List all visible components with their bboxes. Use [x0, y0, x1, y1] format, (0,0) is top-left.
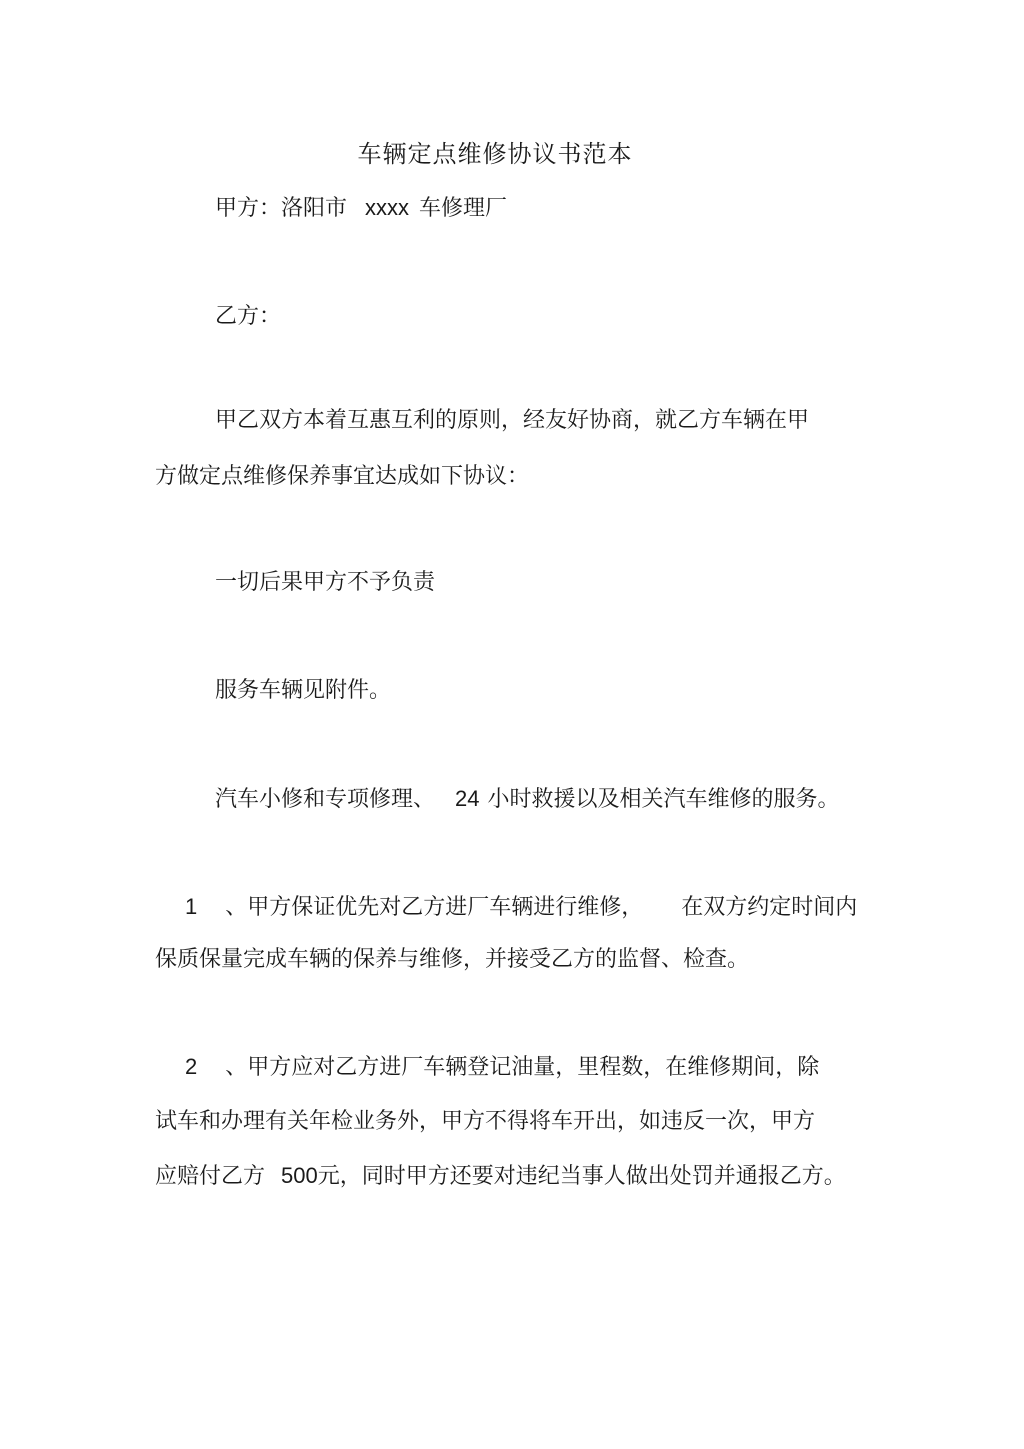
item-2-amount: 500: [281, 1163, 318, 1188]
service-part-2: 小时救援以及相关汽车维修的服务。: [487, 787, 840, 812]
clause-vehicles: 服务车辆见附件。: [215, 678, 392, 703]
service-hours: 24: [455, 786, 480, 811]
service-part-1: 汽车小修和专项修理、: [215, 787, 436, 812]
document-title: 车辆定点维修协议书范本: [357, 140, 633, 168]
intro-line-2: 方做定点维修保养事宜达成如下协议：: [155, 464, 530, 489]
item-2-text-b: 元，同时甲方还要对违纪当事人做出处罚并通报乙方。: [317, 1164, 846, 1189]
item-1-line-2: 保质保量完成车辆的保养与维修，并接受乙方的监督、检查。: [155, 947, 750, 972]
item-1-text-a: 、甲方保证优先对乙方进厂车辆进行维修，: [225, 895, 644, 920]
item-2-line-2: 试车和办理有关年检业务外，甲方不得将车开出，如违反一次，甲方: [155, 1109, 816, 1134]
item-2-number: 2: [185, 1054, 198, 1079]
party-b-line: 乙方：: [215, 304, 282, 329]
item-2-line-1: [185, 1052, 819, 1083]
item-1-line-1: [185, 892, 857, 923]
clause-liability: 一切后果甲方不予负责: [215, 570, 436, 595]
item-1-text-b: 在双方约定时间内: [681, 895, 858, 920]
item-2-line-3: [155, 1161, 846, 1192]
intro-line-1: 甲乙双方本着互惠互利的原则，经友好协商，就乙方车辆在甲: [215, 408, 810, 433]
item-2-text-a: 应赔付乙方: [155, 1164, 266, 1189]
item-1-number: 1: [185, 894, 198, 919]
party-a-blank: xxxx: [365, 195, 410, 220]
service-line: [215, 784, 840, 815]
item-2-text: 、甲方应对乙方进厂车辆登记油量，里程数，在维修期间，除: [225, 1055, 820, 1080]
party-a-line: [215, 193, 507, 224]
party-a-name: 车修理厂: [419, 196, 508, 221]
party-a-label: 甲方：洛阳市: [215, 196, 348, 221]
